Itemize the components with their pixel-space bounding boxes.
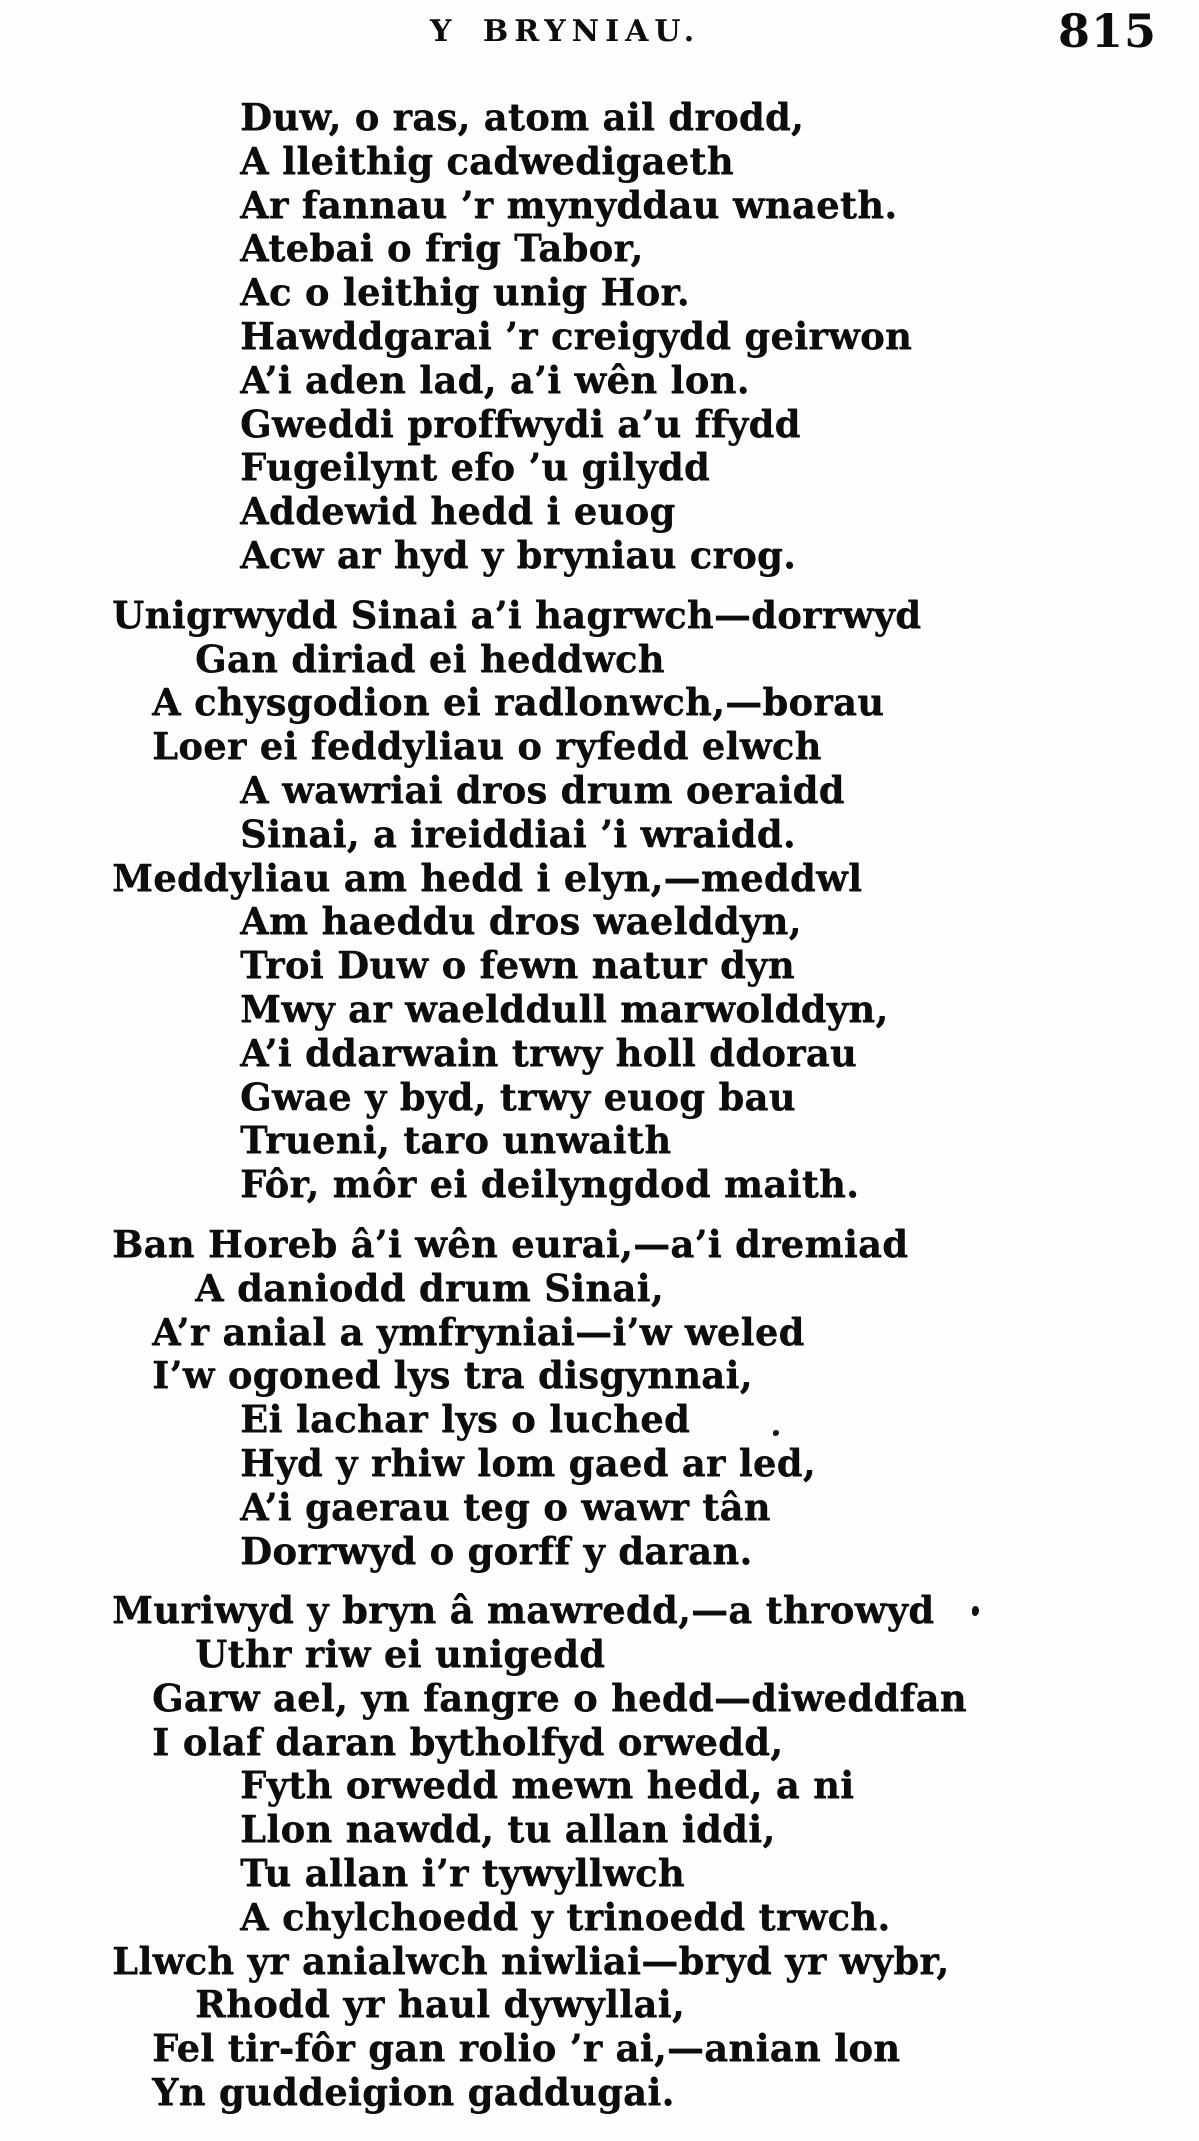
- page-number: 815: [1057, 4, 1157, 58]
- poem-line: Yn guddeigion gaddugai.: [152, 2070, 675, 2115]
- poem-line: Llon nawdd, tu allan iddi,: [240, 1807, 776, 1852]
- poem-line: I’w ogoned lys tra disgynnai,: [152, 1353, 753, 1398]
- poem-line: Gwae y byd, trwy euog bau: [240, 1074, 796, 1119]
- poem-line: Fel tir-fôr gan rolio ’r ai,—anian lon: [152, 2026, 901, 2071]
- poem-line: A’i aden lad, a’i wên lon.: [240, 357, 750, 402]
- poem-line: Unigrwydd Sinai a’i hagrwch—dorrwyd: [112, 592, 922, 637]
- poem-line: Addewid hedd i euog: [240, 489, 676, 534]
- poem-line: A lleithig cadwedigaeth: [240, 138, 734, 183]
- poem-line: A’r anial a ymfryniai—i’w weled: [152, 1309, 805, 1354]
- stanza: [0, 1589, 1199, 2115]
- stanza: [0, 594, 1199, 1207]
- poem-line: A chylchoedd y trinoedd trwch.: [240, 1894, 891, 1939]
- poem-line: A’i ddarwain trwy holl ddorau: [240, 1030, 857, 1075]
- poem-line: Llwch yr anialwch niwliai—bryd yr wybr,: [112, 1938, 950, 1983]
- stanza: [0, 96, 1199, 578]
- poem-line: I olaf daran bytholfyd orwedd,: [152, 1719, 784, 1764]
- poem-line: Fôr, môr ei deilyngdod maith.: [240, 1162, 860, 1207]
- poem-line: Hyd y rhiw lom gaed ar led,: [240, 1440, 816, 1485]
- poem-line: Uthr riw ei unigedd: [195, 1632, 606, 1677]
- poem-line: Atebai o frig Tabor,: [240, 226, 644, 271]
- poem-line: Am haeddu dros waelddyn,: [240, 899, 802, 944]
- poem-line: A wawriai dros drum oeraidd: [240, 767, 845, 812]
- page-header: [0, 0, 1199, 80]
- poem-line: Tu allan i’r tywyllwch: [240, 1851, 685, 1896]
- poem-line: Hawddgarai ’r creigydd geirwon: [240, 313, 913, 358]
- poem-line: A daniodd drum Sinai,: [195, 1265, 664, 1310]
- poem-line: Sinai, a ireiddiai ’i wraidd.: [240, 811, 796, 856]
- poem-line: Fyth orwedd mewn hedd, a ni: [240, 1763, 855, 1808]
- poem-line: A’i gaerau teg o wawr tân: [240, 1484, 771, 1529]
- poem-line: Gan diriad ei heddwch: [195, 636, 665, 681]
- stanza: [0, 1223, 1199, 1573]
- poem-line: Mwy ar waelddull marwolddyn,: [240, 986, 889, 1031]
- poem-line: Muriwyd y bryn â mawredd,—a throwyd: [112, 1588, 935, 1633]
- poem: [0, 96, 1199, 2115]
- poem-line: Acw ar hyd y bryniau crog.: [240, 532, 797, 577]
- poem-line: Ac o leithig unig Hor.: [240, 270, 690, 315]
- page-title: Y BRYNIAU.: [430, 14, 701, 49]
- poem-line: Dorrwyd o gorff y daran.: [240, 1528, 753, 1573]
- poem-line: Ar fannau ’r mynyddau wnaeth.: [240, 182, 898, 227]
- poem-line: Ban Horeb â’i wên eurai,—a’i dremiad: [112, 1221, 909, 1266]
- poem-line: Rhodd yr haul dywyllai,: [195, 1982, 685, 2027]
- poem-line: Garw ael, yn fangre o hedd—diweddfan: [152, 1675, 967, 1720]
- poem-line: Ei lachar lys o luched: [240, 1397, 690, 1442]
- poem-line: Fugeilynt efo ’u gilydd: [240, 445, 710, 490]
- poem-line: Duw, o ras, atom ail drodd,: [240, 95, 805, 139]
- poem-line: Trueni, taro unwaith: [240, 1118, 672, 1163]
- poem-line: Gweddi proffwydi a’u ffydd: [240, 401, 801, 446]
- poem-line: Loer ei feddyliau o ryfedd elwch: [152, 724, 822, 769]
- poem-line: Meddyliau am hedd i elyn,—meddwl: [112, 855, 863, 900]
- poem-line: Troi Duw o fewn natur dyn: [240, 943, 795, 988]
- poem-line: A chysgodion ei radlonwch,—borau: [152, 680, 885, 725]
